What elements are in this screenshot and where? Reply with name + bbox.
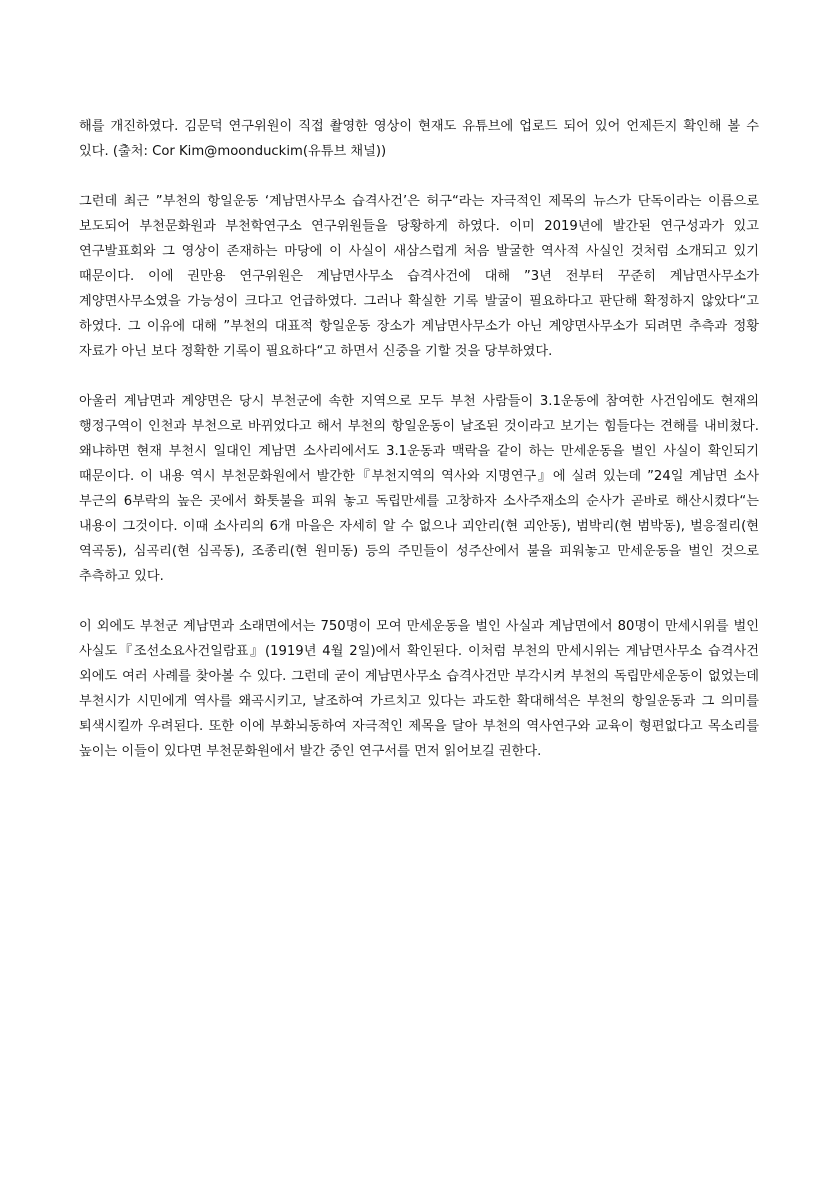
paragraph-other-cases: 이 외에도 부천군 계남면과 소래면에서는 750명이 모여 만세운동을 벌인 사실과 계남면에서 80명이 만세시위를 벌인 사실도『조선소요사건일람표』(1919년 4월 2일)에서 확인된다. 이처럼 부천의 만세시위는 계남면사무소 습격사건 외에도 여러 사례를 찾아볼 수 있다. 그런데 굳이 계남면사무소 습격사건만 부각시켜 부천의 독립만세운동이 없었는데 부천시가 시민에게 역사를 왜곡시키고, 날조하여 가르치고 있다는 과도한 확대해석은 부천의 항일운동과 그 의미를 퇴색시킬까 우려된다. 또한 이에 부화뇌동하여 자극적인 제목을 달아 부천의 역사연구와 교육이 형편없다고 목소리를 높이는 이들이 있다면 부천문화원에서 발간 중인 연구서를 먼저 읽어보길 권한다. bbox=[79, 619, 759, 759]
paragraph-youtube-source: 해를 개진하였다. 김문덕 연구위원이 직접 촬영한 영상이 현재도 유튜브에 업로드 되어 있어 언제든지 확인해 볼 수 있다. (출처: Cor Kim@moonduckim(유튜브 채널)) bbox=[79, 119, 759, 159]
paragraph-administrative-region: 아울러 계남면과 계양면은 당시 부천군에 속한 지역으로 모두 부천 사람들이 3.1운동에 참여한 사건임에도 현재의 행정구역이 인천과 부천으로 바뀌었다고 해서 부천의 항일운동이 날조된 것이라고 보기는 힘들다는 견해를 내비쳤다. 왜냐하면 현재 부천시 일대인 계남면 소사리에서도 3.1운동과 맥락을 같이 하는 만세운동을 벌인 사실이 확인되기 때문이다. 이 내용 역시 부천문화원에서 발간한『부천지역의 역사와 지명연구』에 실려 있는데 ”24일 계남면 소사 부근의 6부락의 높은 곳에서 화톳불을 피워 놓고 독립만세를 고창하자 소사주재소의 순사가 곧바로 해산시켰다“는 내용이 그것이다. 이때 소사리의 6개 마을은 자세히 알 수 없으나 괴안리(현 괴안동), 범박리(현 범박동), 벌응절리(현 역곡동), 심곡리(현 심곡동), 조종리(현 원미동) 등의 주민들이 성주산에서 불을 피워놓고 만세운동을 벌인 것으로 추측하고 있다. bbox=[79, 394, 759, 584]
paragraph-news-controversy: 그런데 최근 ”부천의 항일운동 ‘계남면사무소 습격사건’은 허구“라는 자극적인 제목의 뉴스가 단독이라는 이름으로 보도되어 부천문화원과 부천학연구소 연구위원들을 당황하게 하였다. 이미 2019년에 발간된 연구성과가 있고 연구발표회와 그 영상이 존재하는 마당에 이 사실이 새삼스럽게 처음 발굴한 역사적 사실인 것처럼 소개되고 있기 때문이다. 이에 권만용 연구위원은 계남면사무소 습격사건에 대해 ”3년 전부터 꾸준히 계남면사무소가 계양면사무소였을 가능성이 크다고 언급하였다. 그러나 확실한 기록 발굴이 필요하다고 판단해 확정하지 않았다“고 하였다. 그 이유에 대해 ”부천의 대표적 항일운동 장소가 계남면사무소가 아닌 계양면사무소가 되려면 추측과 정황 자료가 아닌 보다 정확한 기록이 필요하다“고 하면서 신중을 기할 것을 당부하였다. bbox=[79, 194, 759, 359]
document-page bbox=[79, 114, 759, 764]
